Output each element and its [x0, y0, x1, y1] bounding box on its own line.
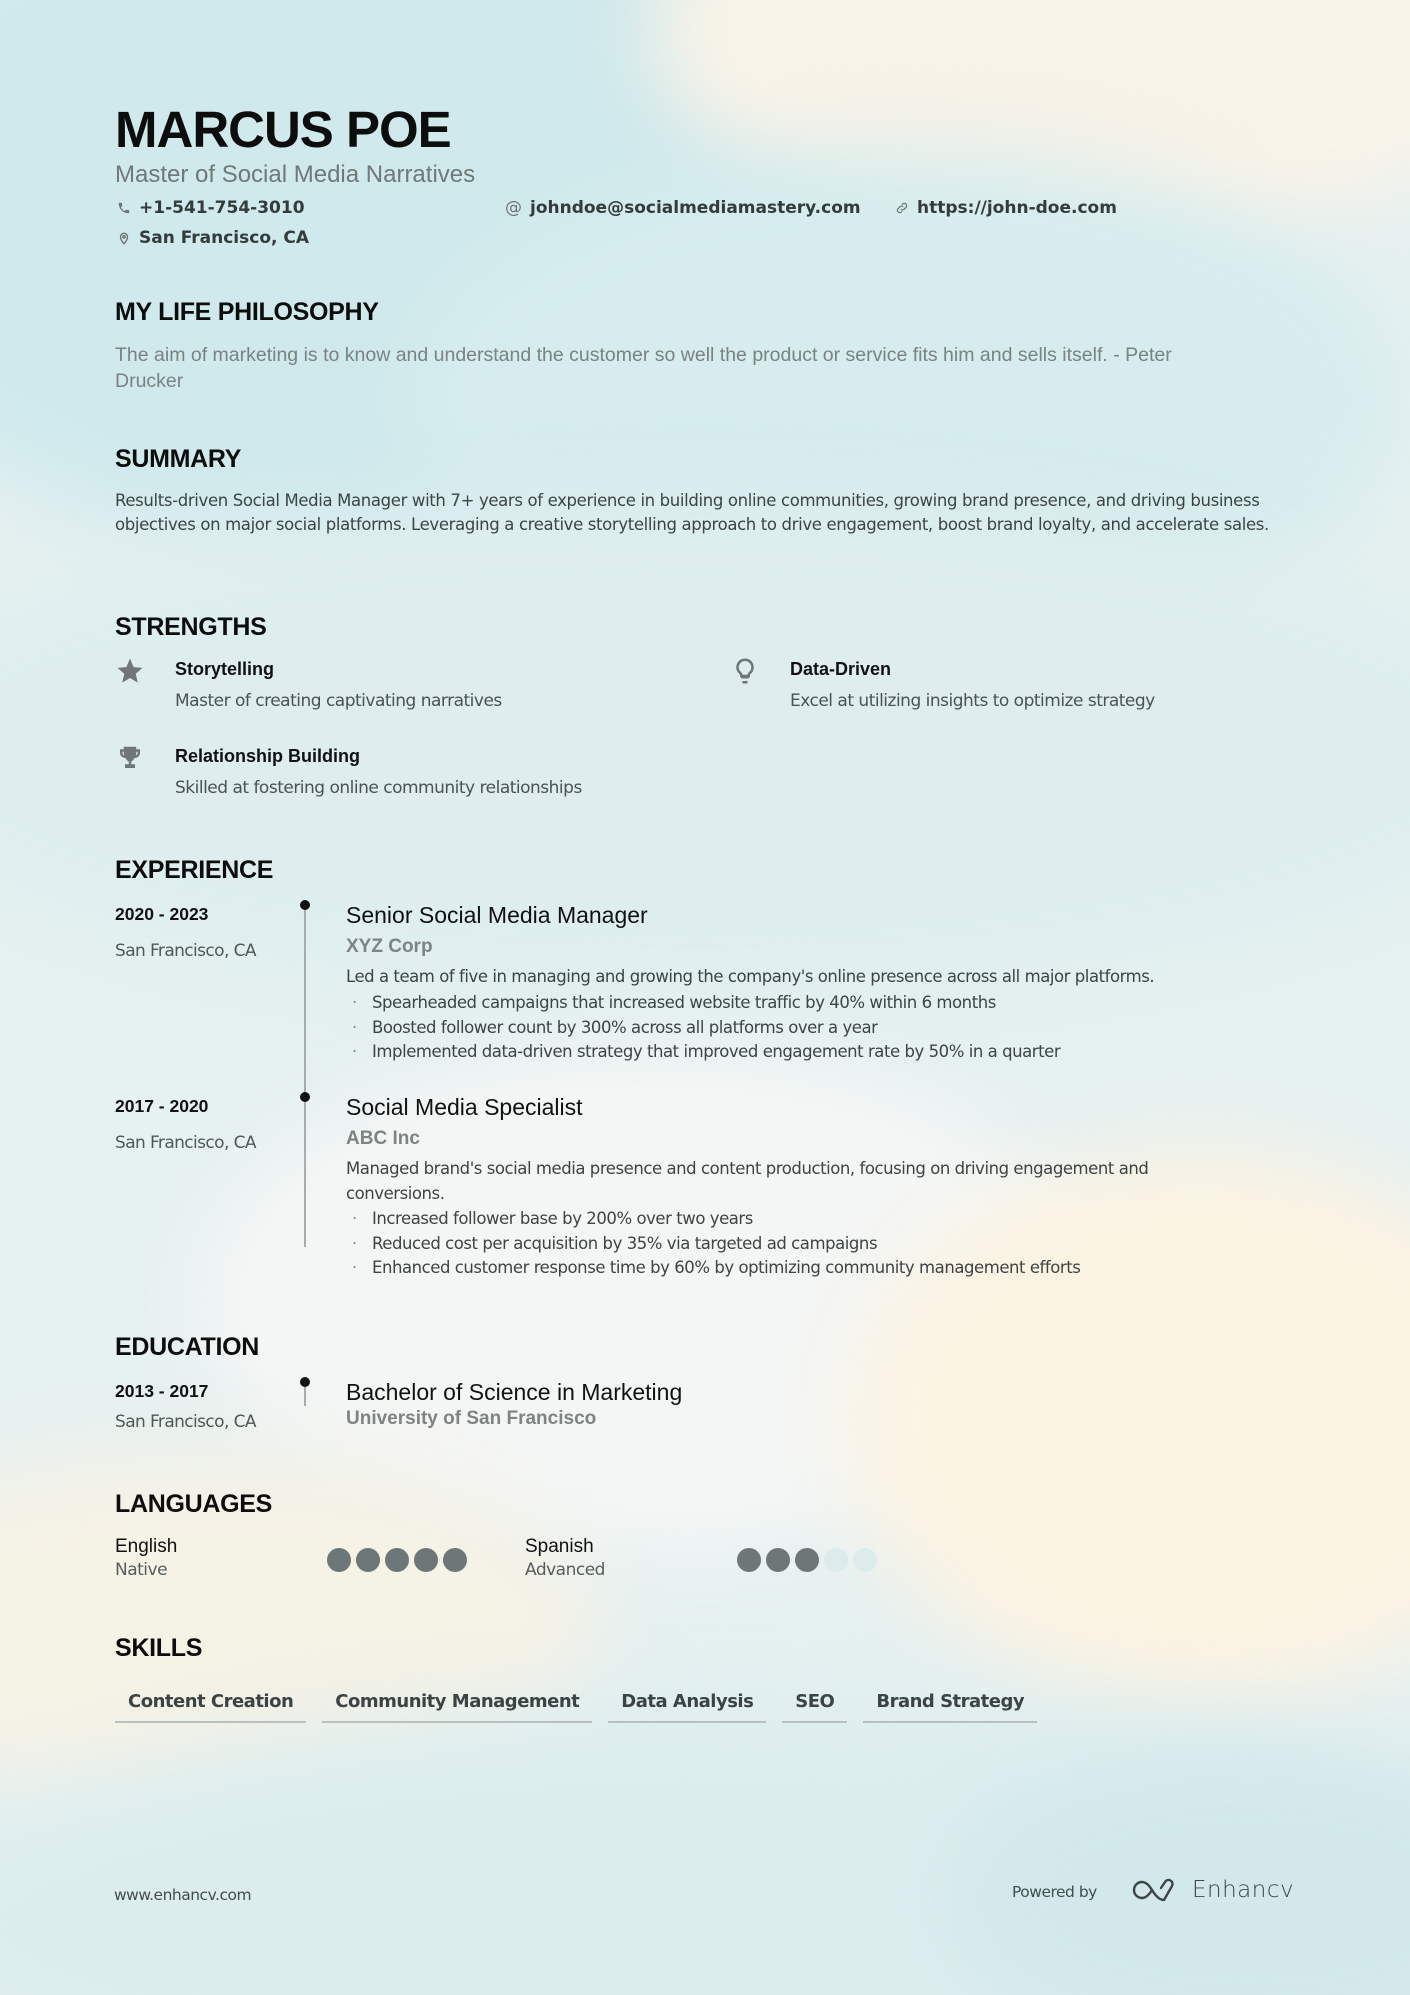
skills-list	[115, 1683, 1037, 1723]
strength-title: Storytelling	[175, 659, 275, 679]
timeline-dot	[300, 1377, 310, 1387]
job-bullets	[346, 991, 1060, 1065]
candidate-tagline: Master of Social Media Narratives	[115, 161, 476, 188]
summary-text: Results-driven Social Media Manager with 7+ years of experience in building online communities, growing brand presence, and driving business objectives on major social platforms. Leveraging a creative storytelling approach to drive engagement, boost brand loyalty, and accelerate sales.	[115, 491, 1269, 534]
rating-dot-filled	[443, 1548, 467, 1572]
section-title-skills: SKILLS	[115, 1634, 203, 1662]
rating-dot-filled	[414, 1548, 438, 1572]
job-bullet: · Implemented data-driven strategy that improved engagement rate by 50% in a quarter	[346, 1040, 1060, 1065]
footer-powered-by: Powered by	[1012, 1883, 1097, 1901]
rating-dot-empty	[824, 1548, 848, 1572]
education-school: University of San Francisco	[346, 1408, 597, 1429]
job-description: Led a team of five in managing and growing the company's online presence across all major platforms.	[346, 967, 1155, 986]
language-level: Advanced	[525, 1560, 605, 1580]
timeline-dot	[300, 900, 310, 910]
language-rating-spanish	[737, 1548, 877, 1572]
rating-dot-filled	[766, 1548, 790, 1572]
job-bullet: · Boosted follower count by 300% across all platforms over a year	[346, 1016, 1060, 1041]
link-icon	[895, 201, 909, 215]
strength-title: Relationship Building	[175, 746, 360, 766]
skill-tag: Brand Strategy	[863, 1683, 1037, 1723]
job-dates: 2020 - 2023	[115, 904, 209, 924]
job-role: Senior Social Media Manager	[346, 902, 648, 928]
location-text: San Francisco, CA	[139, 228, 310, 248]
candidate-name: MARCUS POE	[115, 101, 451, 158]
job-bullet: · Spearheaded campaigns that increased website traffic by 40% within 6 months	[346, 991, 1060, 1016]
rating-dot-filled	[385, 1548, 409, 1572]
language-level: Native	[115, 1560, 168, 1580]
contact-phone[interactable]	[117, 198, 305, 218]
section-title-languages: LANGUAGES	[115, 1490, 273, 1518]
language-name: English	[115, 1536, 178, 1557]
section-title-philosophy: MY LIFE PHILOSOPHY	[115, 298, 379, 326]
strength-description: Excel at utilizing insights to optimize strategy	[790, 691, 1155, 711]
enhancv-logo[interactable]	[1130, 1876, 1294, 1904]
skill-tag: Data Analysis	[608, 1683, 766, 1723]
phone-icon	[117, 201, 131, 215]
email-text: johndoe@socialmediamastery.com	[530, 198, 861, 218]
strength-description: Master of creating captivating narratives	[175, 691, 502, 711]
education-location: San Francisco, CA	[115, 1412, 256, 1432]
education-dates: 2013 - 2017	[115, 1381, 209, 1401]
lightbulb-icon	[730, 656, 760, 686]
rating-dot-filled	[737, 1548, 761, 1572]
job-role: Social Media Specialist	[346, 1094, 583, 1120]
section-title-strengths: STRENGTHS	[115, 613, 267, 641]
rating-dot-filled	[795, 1548, 819, 1572]
skill-tag: SEO	[782, 1683, 847, 1723]
section-title-experience: EXPERIENCE	[115, 856, 274, 884]
rating-dot-filled	[356, 1548, 380, 1572]
job-bullets	[346, 1207, 1080, 1281]
enhancv-infinity-icon	[1130, 1876, 1178, 1904]
philosophy-quote: The aim of marketing is to know and understand the customer so well the product or service fits him and sells itself. - Peter Drucker	[115, 344, 1172, 392]
strength-description: Skilled at fostering online community relationships	[175, 778, 582, 798]
trophy-icon	[115, 743, 145, 773]
timeline-line	[304, 905, 306, 1247]
job-company: XYZ Corp	[346, 936, 433, 957]
footer-url-link[interactable]: www.enhancv.com	[114, 1886, 252, 1904]
section-title-summary: SUMMARY	[115, 445, 242, 473]
strength-title: Data-Driven	[790, 659, 892, 679]
enhancv-brand-text: Enhancv	[1192, 1877, 1295, 1903]
job-dates: 2017 - 2020	[115, 1096, 209, 1116]
rating-dot-empty	[853, 1548, 877, 1572]
at-icon: @	[505, 198, 522, 218]
job-bullet: · Enhanced customer response time by 60% by optimizing community management efforts	[346, 1256, 1080, 1281]
skill-tag: Content Creation	[115, 1683, 306, 1723]
map-pin-icon	[117, 231, 131, 245]
timeline-dot	[300, 1092, 310, 1102]
language-name: Spanish	[525, 1536, 594, 1557]
skill-tag: Community Management	[322, 1683, 592, 1723]
star-icon	[115, 656, 145, 686]
rating-dot-filled	[327, 1548, 351, 1572]
website-text: https://john-doe.com	[917, 198, 1117, 218]
contact-email[interactable]	[505, 198, 861, 218]
section-title-education: EDUCATION	[115, 1333, 260, 1361]
job-location: San Francisco, CA	[115, 1133, 256, 1153]
contact-website[interactable]	[895, 198, 1117, 218]
job-bullet: · Increased follower base by 200% over two years	[346, 1207, 1080, 1232]
contact-location	[117, 228, 309, 248]
job-company: ABC Inc	[346, 1128, 420, 1149]
job-bullet: · Reduced cost per acquisition by 35% via targeted ad campaigns	[346, 1232, 1080, 1257]
job-location: San Francisco, CA	[115, 941, 256, 961]
job-description: Managed brand's social media presence and content production, focusing on driving engagement and conversions.	[346, 1159, 1149, 1203]
education-degree: Bachelor of Science in Marketing	[346, 1379, 683, 1405]
language-rating-english	[327, 1548, 467, 1572]
phone-text: +1-541-754-3010	[139, 198, 305, 218]
